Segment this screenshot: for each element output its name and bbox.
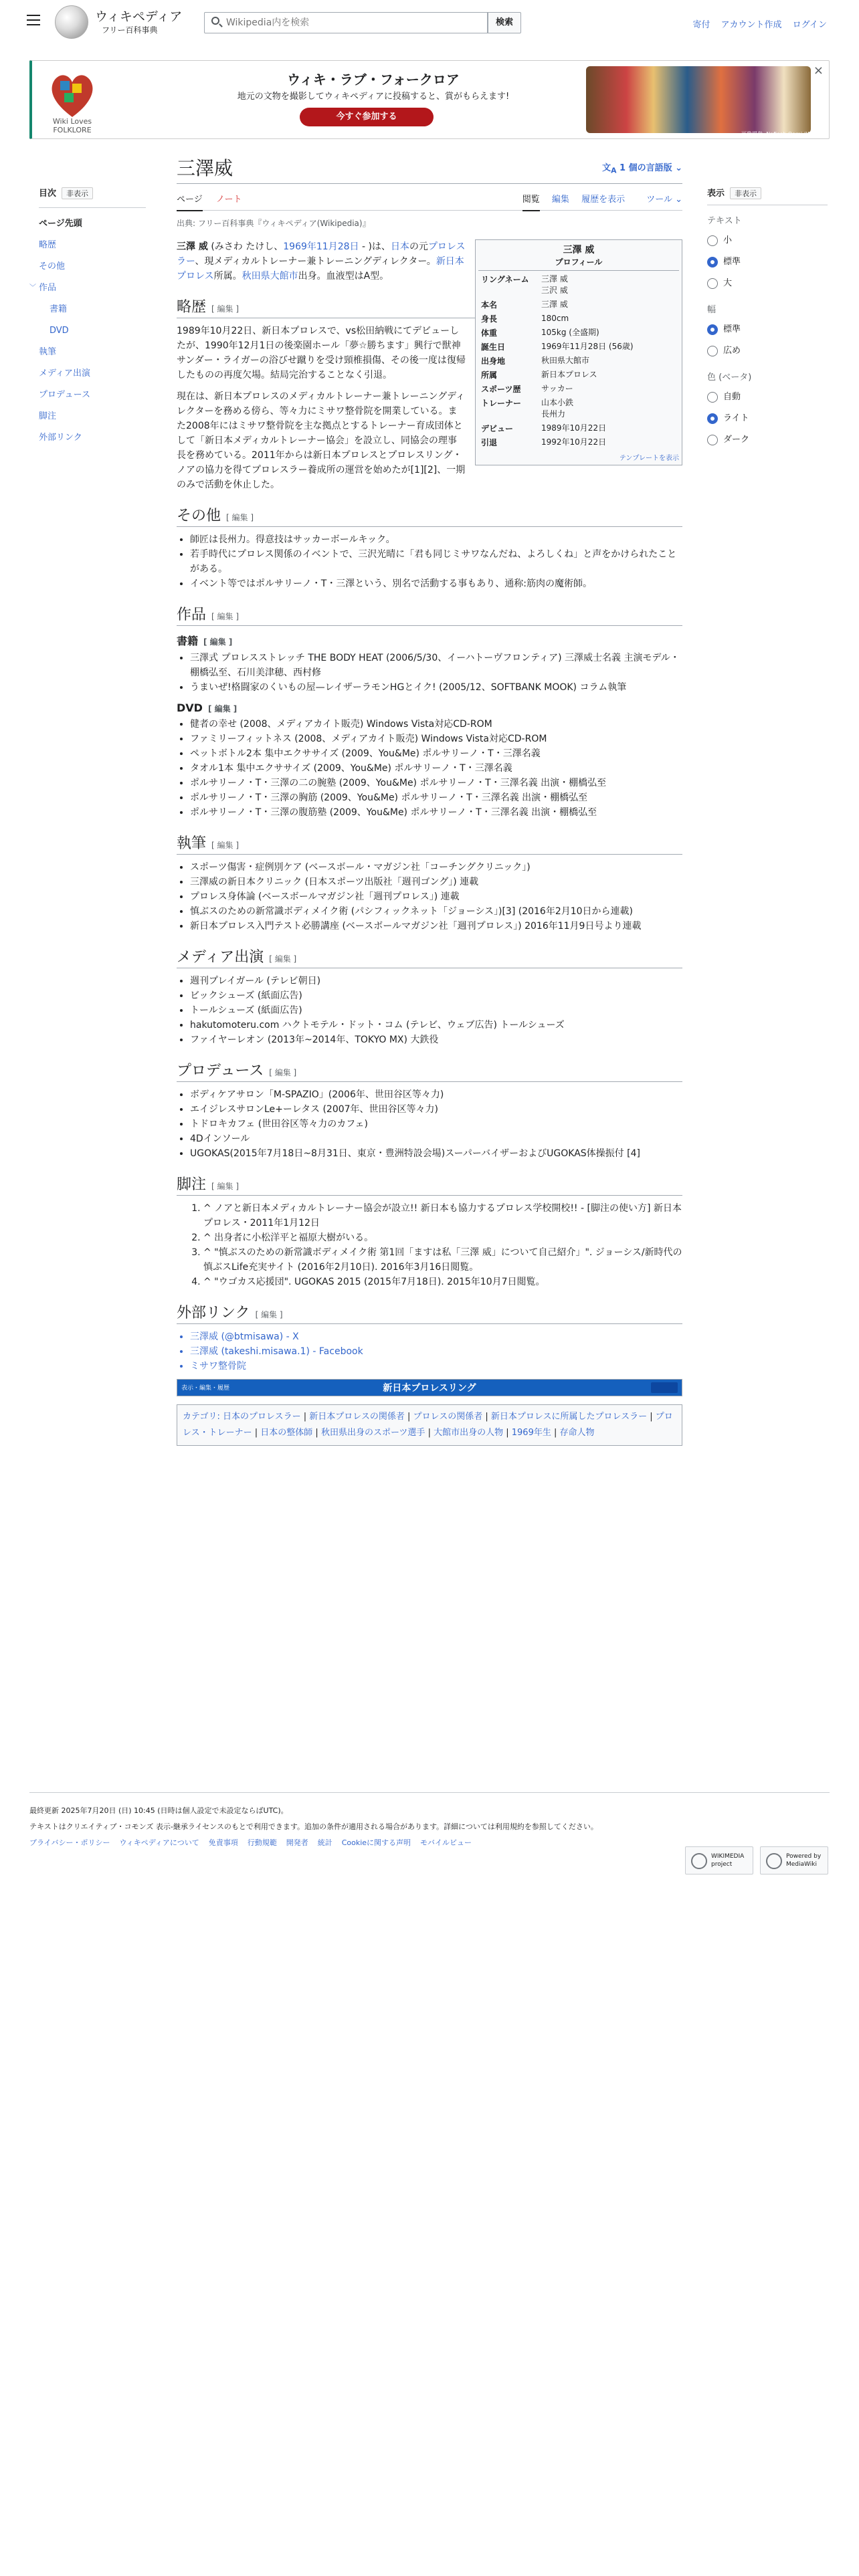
infobox-label: 出身地	[481, 356, 506, 366]
infobox-label: リングネーム	[481, 275, 529, 284]
color-dark[interactable]	[707, 429, 828, 451]
heading-text: 書籍	[177, 635, 199, 647]
site-tagline: フリー百科事典	[102, 25, 158, 35]
appearance-hide-button[interactable]: 非表示	[730, 187, 761, 199]
notes-list	[203, 1201, 682, 1289]
heading-text: 脚注	[177, 1176, 207, 1193]
other-list	[190, 532, 682, 591]
page-tabs	[177, 184, 682, 211]
toc-item-top[interactable]: ページ先頭	[39, 219, 82, 229]
radio[interactable]	[707, 413, 718, 424]
create-account-link[interactable]: アカウント作成	[721, 20, 782, 30]
heading-dvd	[177, 702, 682, 714]
list-item: • 週刊プレイガール (テレビ朝日)	[190, 974, 682, 988]
note-item: 2. ^ 出身者に小松洋平と福原大樹がいる。	[203, 1230, 682, 1245]
wikimedia-badge[interactable]	[685, 1846, 753, 1874]
category-link[interactable]: プロレスの関係者	[413, 1412, 483, 1422]
radio[interactable]	[707, 235, 718, 246]
infobox-row	[478, 326, 679, 340]
toc-item-works[interactable]	[29, 278, 146, 299]
infobox-row	[478, 435, 679, 449]
list-item: • 新日本プロレス入門テスト必勝講座 (ベースボールマガジン社「週刊プロレス」) 2016年11月9日号より連載	[190, 919, 682, 934]
list-item: • ポルサリーノ・T・三澤の胸筋 (2009、You&Me) ポルサリーノ・T・三澤名義 出演・棚橋弘至	[190, 790, 682, 805]
login-link[interactable]: ログイン	[792, 20, 827, 30]
infobox-name: 三澤 威	[563, 245, 595, 255]
separator: |	[404, 1412, 413, 1422]
banner-photo	[586, 66, 811, 133]
separator: |	[503, 1428, 512, 1438]
text: 出身。血液型はA型。	[298, 271, 389, 282]
edit-link[interactable]: [ 編集 ]	[211, 612, 240, 621]
separator: |	[252, 1428, 261, 1438]
wiki-loves-folklore-logo	[45, 68, 99, 120]
list-item: • ビックシューズ (紙面広告)	[190, 988, 682, 1003]
footer-link[interactable]: プライバシー・ポリシー	[29, 1838, 110, 1847]
source-line: 出典: フリー百科事典『ウィキペディア(Wikipedia)』	[177, 219, 371, 228]
width-wide[interactable]	[707, 340, 828, 362]
text: (みさわ たけし、	[211, 241, 284, 252]
infobox-value: 三澤 威 三沢 威	[541, 274, 568, 295]
external-link[interactable]: • 三澤威 (takeshi.misawa.1) - Facebook	[190, 1344, 682, 1359]
article	[177, 154, 682, 1446]
category-link[interactable]: 1969年生	[511, 1428, 551, 1438]
donate-link[interactable]: 寄付	[692, 20, 710, 30]
edit-link[interactable]: [ 編集 ]	[211, 1182, 240, 1191]
mediawiki-icon	[766, 1853, 782, 1869]
wikipedia-logo[interactable]	[55, 5, 88, 39]
heading-media	[177, 946, 682, 968]
list-item: • hakutomoteru.com ハクトモテル・ドット・コム (テレビ、ウェブ広告) トールシューズ	[190, 1018, 682, 1033]
footer-link[interactable]: 開発者	[286, 1838, 308, 1847]
infobox-table	[478, 272, 679, 449]
heading-text: DVD	[177, 702, 203, 714]
list-item: • ボディケアサロン「M-SPAZIO」(2006年、世田谷区等々力)	[190, 1087, 682, 1102]
heading-text: その他	[177, 508, 221, 524]
infobox-value: 180cm	[541, 314, 569, 323]
heading-writing	[177, 832, 682, 855]
chevron-down-icon[interactable]: ﹀	[29, 284, 36, 292]
divider	[39, 207, 146, 208]
infobox-row	[478, 298, 679, 312]
infobox-value: 秋田県大館市	[541, 356, 590, 365]
infobox-row	[478, 421, 679, 435]
list-item: • 慎ぶスのための新常識ボディメイク術 (パシフィックネット「ジョーシス」)[3] (2016年2月10日から連載)	[190, 904, 682, 919]
footer-link[interactable]: 行動規範	[247, 1838, 277, 1847]
career-p1: 1989年10月22日、新日本プロレスで、vs松田納戦にてデビューしたが、1990年12月1日の後楽園ホール「夢☆勝ちます」興行で獣神サンダー・ライガーの浴びせ蹴りを受け頸椎損傷、その後一度は復帰したものの再度欠場。結局完治することなく引退。	[177, 326, 466, 381]
radio[interactable]	[707, 324, 718, 335]
search-icon	[211, 17, 219, 25]
heading-books	[177, 633, 682, 648]
separator: |	[551, 1428, 560, 1438]
search-button[interactable]: 検索	[488, 12, 521, 33]
navbox-vte[interactable]: 表示・編集・履歴	[181, 1385, 230, 1392]
infobox-label: 所属	[481, 370, 498, 380]
link[interactable]: 秋田県大館市	[242, 271, 298, 282]
radio[interactable]	[707, 392, 718, 403]
category-link[interactable]: プロレス・トレーナー	[183, 1412, 673, 1438]
toc-item-books[interactable]: 書籍	[50, 304, 68, 314]
tab-history[interactable]: 履歴を表示	[581, 195, 626, 205]
text-size-large[interactable]	[707, 273, 828, 294]
edit-link[interactable]: [ 編集 ]	[211, 841, 240, 850]
option-label: 自動	[723, 392, 741, 402]
note-item: 4. ^ "ウゴカス応援団". UGOKAS 2015 (2015年7月18日). 2015年10月7日閲覧。	[203, 1275, 682, 1289]
wikimedia-icon	[691, 1853, 707, 1869]
separator: |	[300, 1412, 310, 1422]
edit-link[interactable]: [ 編集 ]	[255, 1310, 283, 1319]
color-light[interactable]	[707, 408, 828, 429]
heading-other	[177, 504, 682, 527]
list-item: • トールシューズ (紙面広告)	[190, 1003, 682, 1018]
category-link[interactable]: 秋田県出身のスポーツ選手	[320, 1428, 425, 1438]
last-updated: 最終更新 2025年7月20日 (日) 10:45 (日時は個人設定で未設定ならばUTC)。	[29, 1806, 288, 1815]
edit-link[interactable]: [ 編集 ]	[269, 1068, 297, 1077]
external-link[interactable]: • ミサワ整骨院	[190, 1359, 682, 1374]
search-box[interactable]	[204, 12, 488, 33]
media-list	[190, 974, 682, 1047]
language-button[interactable]: 文$_A$ 1 個の言語版 ⌄	[602, 163, 682, 175]
heading-works	[177, 603, 682, 626]
table-of-contents	[29, 186, 146, 449]
article-body	[177, 239, 682, 1446]
note-item: 3. ^ "慎ぶスのための新常識ボディメイク術 第1回「ますは私「三澤 威」について自己紹介」". ジョーシス/新時代の慎ぶスLife充実サイト (2016年2月10日). 2016年3月16日閲覧。	[203, 1245, 682, 1275]
mediawiki-badge[interactable]	[760, 1846, 828, 1874]
radio[interactable]	[707, 346, 718, 356]
heading-text: 執筆	[177, 835, 207, 852]
banner-subtitle: 地元の文物を撮影してウィキペディアに投稿すると、賞がもらえます!	[237, 92, 510, 102]
list-item: • UGOKAS(2015年7月18日~8月31日、東京・豊洲特設会場)スーパーバイザーおよびUGOKAS体操振付 [4]	[190, 1146, 682, 1161]
radio[interactable]	[707, 278, 718, 289]
footer-link[interactable]: 統計	[317, 1838, 332, 1847]
banner-title: ウィキ・ラブ・フォークロア	[287, 72, 460, 88]
list-item: • プロレス身体論 (ベースボールマガジン社「週刊プロレス」) 連載	[190, 889, 682, 904]
separator: |	[647, 1412, 656, 1422]
list-item: • 三澤式 プロレスストレッチ THE BODY HEAT (2006/5/30、イーハトーヴフロンティア) 三澤威士名義 主演モデル・棚橋弘至、石川美津穂、西村修	[190, 651, 682, 680]
infobox-label: 引退	[481, 438, 498, 447]
tools-label[interactable]: ツール	[646, 195, 672, 205]
search-input[interactable]	[226, 15, 480, 30]
infobox-row	[478, 312, 679, 326]
toc-hide-button[interactable]: 非表示	[62, 187, 93, 199]
infobox-value: 1992年10月22日	[541, 437, 607, 447]
link[interactable]: プロレスラー	[177, 241, 466, 267]
books-list	[190, 651, 682, 695]
infobox-label: 本名	[481, 300, 498, 310]
navbox	[177, 1379, 682, 1396]
radio[interactable]	[707, 257, 718, 267]
text-size-small[interactable]	[707, 230, 828, 251]
edit-link[interactable]: [ 編集 ]	[203, 637, 233, 647]
list-item: • ポルサリーノ・T・三澤の二の腕塾 (2009、You&Me) ポルサリーノ・T・三澤名義 出演・棚橋弘至	[190, 776, 682, 790]
footer-link[interactable]: ウィキペディアについて	[119, 1838, 199, 1847]
infobox-row	[478, 340, 679, 354]
list-item: • エイジレスサロンLe+ーレタス (2007年、世田谷区等々力)	[190, 1102, 682, 1117]
infobox-row	[478, 396, 679, 421]
list-item: • スポーツ傷害・症例別ケア (ベースボール・マガジン社「コーチングクリニック」)	[190, 860, 682, 875]
text: - )は、	[359, 241, 391, 252]
license-text: テキストはクリエイティブ・コモンズ 表示-継承ライセンスのもとで利用できます。追加の条件が適用される場合があります。詳細については利用規約を参照してください。	[29, 1822, 598, 1831]
infobox-label: トレーナー	[481, 399, 522, 408]
category-link[interactable]: 大館市出身の人物	[434, 1428, 504, 1438]
banner-logo-text: Wiki Loves FOLKLORE	[52, 117, 92, 134]
list-item: • ファイヤーレオン (2013年~2014年、TOKYO MX) 大鉄役	[190, 1033, 682, 1047]
heading-notes	[177, 1173, 682, 1196]
toc-item-career[interactable]: 略歴	[39, 240, 57, 250]
list-item: • タオル1本 集中エクササイズ (2009、You&Me) ポルサリーノ・T・三澤名義	[190, 761, 682, 776]
category-link[interactable]: 日本の整体師	[260, 1428, 313, 1438]
toc-item-media[interactable]: メディア出演	[39, 368, 90, 379]
edit-link[interactable]: [ 編集 ]	[211, 304, 240, 314]
infobox-row	[478, 382, 679, 396]
option-label: 標準	[723, 257, 741, 267]
page-title: 三澤威	[177, 154, 682, 184]
option-label: 標準	[723, 324, 741, 334]
infobox-label: 身長	[481, 314, 498, 324]
footer-link[interactable]: 免責事項	[208, 1838, 238, 1847]
list-item: • ファミリーフィットネス (2008、メディアカイト販売) Windows Vista対応CD-ROM	[190, 732, 682, 746]
appearance-panel	[707, 186, 828, 451]
writing-list	[190, 860, 682, 934]
toc-item-dvd[interactable]: DVD	[50, 326, 69, 336]
text-size-label: テキスト	[707, 216, 742, 226]
option-label: ライト	[723, 413, 749, 423]
infobox-row	[478, 354, 679, 368]
main-menu-icon[interactable]	[27, 15, 40, 25]
toc-item-works-label[interactable]: 作品	[39, 283, 57, 293]
link[interactable]: 1969年11月28日	[283, 241, 359, 252]
external-links-list	[190, 1329, 682, 1374]
appearance-title: 表示	[707, 189, 725, 199]
tab-note[interactable]: ノート	[215, 195, 242, 205]
infobox-section: プロフィール	[478, 256, 679, 271]
banner-join-button[interactable]: 今すぐ参加する	[300, 108, 434, 126]
list-item: • イベント等ではポルサリーノ・T・三澤という、別名で活動する事もあり、通称:筋肉の魔術師。	[190, 576, 682, 591]
infobox-label: デビュー	[481, 424, 514, 433]
infobox-label: 誕生日	[481, 342, 506, 352]
infobox-value: 1989年10月22日	[541, 423, 607, 433]
footer-link[interactable]: Cookieに関する声明	[341, 1838, 411, 1847]
tab-page[interactable]: ページ	[177, 195, 203, 211]
infobox-label: スポーツ歴	[481, 385, 521, 394]
heading-produce	[177, 1059, 682, 1082]
infobox	[475, 239, 682, 465]
subject-name: 三澤 威	[177, 241, 208, 252]
footer-link[interactable]: モバイルビュー	[420, 1838, 472, 1847]
edit-link[interactable]: [ 編集 ]	[207, 704, 237, 714]
category-link[interactable]: 新日本プロレスの関係者	[309, 1412, 405, 1422]
link[interactable]: 日本	[390, 241, 409, 252]
note-item: 1. ^ ノアと新日本メディカルトレーナー協会が設立!! 新日本も協力するプロレス学校開校!! - [脚注の使い方] 新日本プロレス・2011年1月12日	[203, 1201, 682, 1230]
radio[interactable]	[707, 435, 718, 445]
template-link[interactable]: テンプレートを表示	[619, 455, 679, 462]
infobox-value: サッカー	[541, 384, 573, 393]
heading-text: 略歴	[177, 299, 207, 316]
option-label: 大	[723, 278, 733, 288]
heading-text: プロデュース	[177, 1063, 264, 1079]
infobox-value: 新日本プロレス	[541, 370, 597, 379]
tab-edit[interactable]: 編集	[551, 195, 569, 205]
toc-item-notes[interactable]: 脚注	[39, 411, 57, 421]
list-item: • 三澤威の新日本クリニック (日本スポーツ出版社「週刊ゴング」) 連載	[190, 875, 682, 889]
link[interactable]: 新日本プロレス	[177, 256, 464, 282]
separator: |	[312, 1428, 321, 1438]
category-link[interactable]: 存命人物	[559, 1428, 595, 1438]
list-item: • ポルサリーノ・T・三澤の腹筋塾 (2009、You&Me) ポルサリーノ・T・三澤名義 出演・棚橋弘至	[190, 805, 682, 820]
category-link[interactable]: 日本のプロレスラー	[223, 1412, 301, 1422]
infobox-row	[478, 368, 679, 382]
option-label: ダーク	[723, 435, 750, 445]
infobox-value: 山本小鉄 長州力	[541, 398, 574, 419]
list-item: • 若手時代にプロレス関係のイベントで、三沢光晴に「君も同じミサワなんだね、よろしくね」と声をかけられたことがある。	[190, 547, 682, 576]
list-item: • 健者の幸せ (2008、メディアカイト販売) Windows Vista対応CD-ROM	[190, 717, 682, 732]
heading-text: 外部リンク	[177, 1305, 250, 1321]
text-size-standard[interactable]	[707, 251, 828, 273]
width-standard[interactable]	[707, 319, 828, 340]
toc-item-links[interactable]: 外部リンク	[39, 433, 82, 443]
heading-text: メディア出演	[177, 949, 264, 966]
language-count[interactable]: 1 個の言語版	[619, 163, 672, 173]
campaign-banner	[29, 60, 830, 139]
option-label: 広め	[723, 346, 741, 356]
toc-item-produce[interactable]: プロデュース	[39, 390, 90, 400]
text: 所属。	[213, 271, 242, 282]
heading-text: 作品	[177, 607, 207, 623]
close-icon[interactable]: ×	[813, 64, 824, 78]
produce-list	[190, 1087, 682, 1161]
footer	[29, 1792, 830, 1868]
dvd-list	[190, 717, 682, 820]
career-p2: 現在は、新日本プロレスのメディカルトレーナー兼トレーニングディレクターを務める傍ら、等々力にミサワ整骨院を開業している。また2008年にはミサワ整骨院を主な拠点とするトレーナー育成団体として「新日本メディカルトレーナー協会」を設立し、同協会の理事長を務めている。2011年からは新日本プロレスとプロレスリング・ノアの協力を得てプロレスラー養成所の運営を始めたが[1][2]、一期のみで活動を休止した。	[177, 391, 466, 490]
edit-link[interactable]: [ 編集 ]	[269, 954, 297, 964]
badge-text: WIKIMEDIA project	[711, 1853, 745, 1868]
category-label[interactable]: カテゴリ:	[183, 1412, 220, 1422]
option-label: 小	[723, 235, 733, 245]
site-header	[0, 0, 859, 43]
toc-item-other[interactable]: その他	[39, 261, 66, 272]
infobox-value: 105kg (全盛期)	[541, 328, 599, 337]
badge-text: Powered by MediaWiki	[786, 1853, 822, 1868]
text: 、現メディカルトレーナー兼トレーニングディレクター。	[195, 256, 436, 267]
tab-read[interactable]: 閲覧	[522, 195, 540, 211]
tab-tools[interactable]: ツール ⌄	[646, 195, 682, 205]
color-label: 色 (ベータ)	[707, 372, 752, 383]
separator: |	[425, 1428, 434, 1438]
list-item: • 4Dインソール	[190, 1132, 682, 1146]
color-auto[interactable]	[707, 387, 828, 408]
list-item: • ペットボトル2本 集中エクササイズ (2009、You&Me) ポルサリーノ・T・三澤名義	[190, 746, 682, 761]
text: の元	[409, 241, 428, 252]
toc-item-writing[interactable]: 執筆	[39, 347, 57, 357]
banner-photo-credit: 画像提供: Nafiseh Qomi (WLF)	[741, 131, 820, 137]
category-link[interactable]: 新日本プロレスに所属したプロレスラー	[490, 1412, 648, 1422]
navbox-title[interactable]: 新日本プロレスリング	[383, 1383, 476, 1394]
edit-link[interactable]: [ 編集 ]	[226, 513, 254, 522]
infobox-value: 三澤 威	[541, 300, 568, 309]
list-item: • トドロキカフェ (世田谷区等々力のカフェ)	[190, 1117, 682, 1132]
list-item: • うまいぜ!格闘家のくいもの屋—レイザーラモンHGとイク! (2005/12、SOFTBANK MOOK) コラム執筆	[190, 680, 682, 695]
toc-title: 目次	[39, 189, 57, 199]
width-label: 幅	[707, 305, 717, 315]
category-box	[177, 1404, 682, 1446]
infobox-label: 体重	[481, 328, 498, 338]
heading-links	[177, 1301, 682, 1324]
external-link[interactable]: • 三澤威 (@btmisawa) - X	[190, 1329, 682, 1344]
site-wordmark[interactable]: ウィキペディア	[95, 9, 183, 24]
infobox-value: 1969年11月28日 (56歳)	[541, 342, 634, 351]
navbox-toggle[interactable]	[651, 1382, 678, 1393]
user-links	[684, 17, 827, 30]
separator: |	[482, 1412, 491, 1422]
list-item: • 師匠は長州力。得意技はサッカーボールキック。	[190, 532, 682, 547]
infobox-row	[478, 272, 679, 298]
